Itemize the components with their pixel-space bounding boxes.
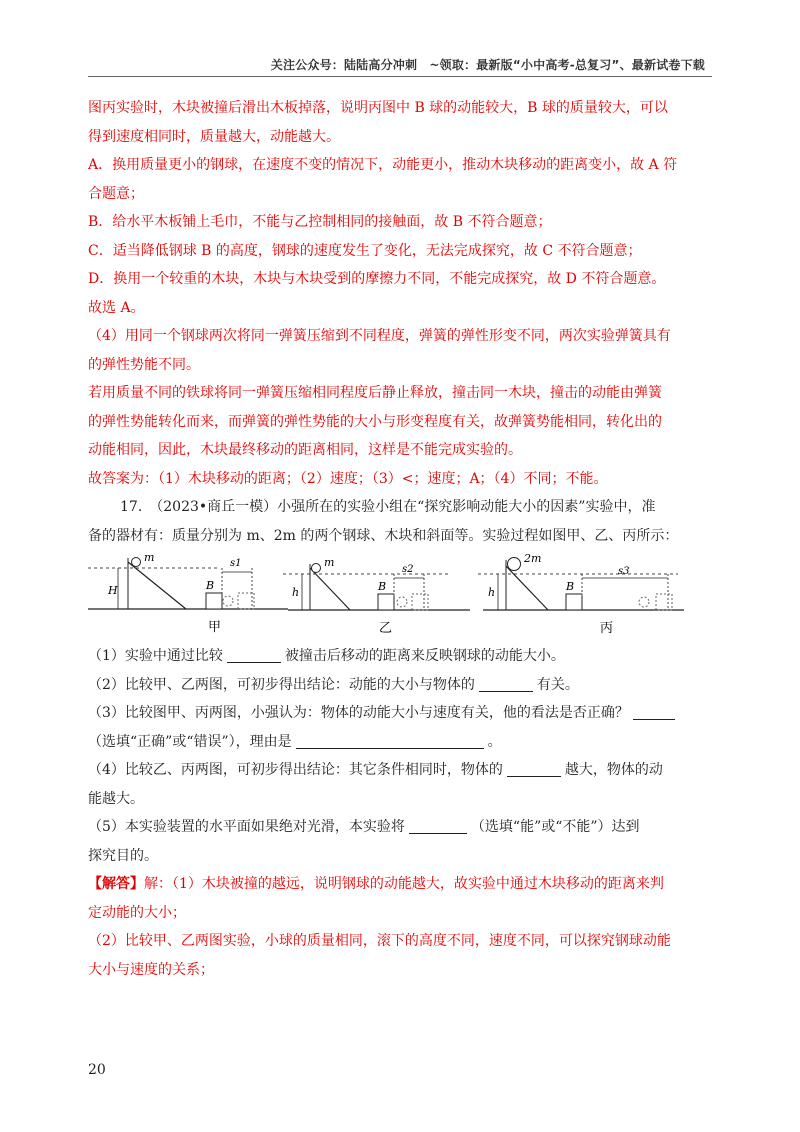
moved-block: [656, 594, 672, 610]
distance-label: s1: [230, 558, 242, 569]
figure-caption: 甲: [208, 620, 222, 635]
answer-blank[interactable]: [296, 734, 484, 749]
question-intro: 备的器材有：质量分别为 m、2m 的两个钢球、木块和斜面等。实验过程如图甲、乙、丙所示：: [88, 527, 679, 544]
sub-question-3-cont: [88, 728, 712, 757]
answer-blank[interactable]: [409, 819, 467, 834]
q1-text: （1）实验中通过比较: [88, 648, 223, 664]
sub-question-1: [88, 642, 712, 671]
answer-line: 的弹性势能不同。: [88, 356, 200, 373]
figure-caption: 乙: [379, 621, 393, 636]
sub-question-5-cont: 探究目的。: [88, 847, 158, 864]
steel-ball: [312, 564, 321, 573]
height-label: h: [292, 586, 300, 599]
ball-mass-label: m: [324, 556, 335, 569]
q2-text: 有关。: [536, 676, 579, 693]
block-label: B: [206, 579, 215, 592]
figure-caption: 丙: [600, 621, 614, 636]
q5-text: （5）本实验装置的水平面如果绝对光滑，本实验将: [88, 819, 405, 835]
steel-ball: [508, 558, 521, 571]
answer-line: 的弹性势能转化而来，而弹簧的弹性势能的大小与形变程度有关，故弹簧势能相同，转化出的: [88, 413, 662, 430]
solution-tag: 【解答】: [88, 876, 144, 892]
answer-line: C．适当降低钢球 B 的高度，钢球的速度发生了变化，无法完成探究，故 C 不符合题意；: [88, 242, 642, 259]
block-label: B: [566, 580, 575, 593]
q5-text: （选填“能”或“不能”）达到: [470, 819, 640, 835]
q4-text: （4）比较乙、丙两图，可初步得出结论：其它条件相同时，物体的: [88, 762, 503, 778]
wood-block: [206, 593, 222, 609]
answer-line: 合题意；: [88, 185, 144, 202]
q3-text: （选填“正确”或“错误”），理由是: [88, 733, 292, 750]
answer-line: 若用质量不同的铁球将同一弹簧压缩相同程度后静止释放，撞击同一木块，撞击的动能由弹簧: [88, 385, 662, 401]
q1-text: 被撞击后移动的距离来反映钢球的动能大小。: [284, 648, 565, 664]
answer-blank[interactable]: [479, 677, 533, 692]
ball-mass-label: m: [144, 552, 155, 564]
solution-line: 定动能的大小；: [88, 904, 186, 921]
answer-line: 动能相同，因此，木块最终移动的距离相同，这样是不能完成实验的。: [88, 442, 522, 458]
answer-line: D．换用一个较重的木块，木块与木块受到的摩擦力不同，不能完成探究，故 D 不符合题意。: [88, 271, 666, 287]
sub-question-3: [88, 699, 712, 728]
experiment-diagram: [88, 552, 712, 636]
q3-text: （3）比较图甲、丙两图，小强认为：物体的动能大小与速度有关，他的看法是否正确？: [88, 705, 629, 721]
wood-block: [378, 594, 394, 610]
answer-blank[interactable]: [227, 648, 281, 663]
q4-text: 越大，物体的动: [564, 762, 663, 778]
figure-jia: [88, 552, 288, 635]
page-header: 关注公众号：陆陆高分冲刺 ~领取：最新版“小中高考-总复习”、最新试卷下载: [270, 58, 705, 72]
moved-block: [412, 594, 428, 610]
figure-bing: [478, 552, 684, 636]
figure-yi: [283, 556, 470, 636]
answer-line: 得到速度相同时，质量越大，动能越大。: [88, 128, 340, 145]
height-label: h: [488, 586, 496, 599]
answer-blank[interactable]: [633, 705, 675, 720]
distance-label: s2: [402, 564, 414, 575]
answer-blank[interactable]: [507, 762, 561, 777]
answer-line: （4）用同一个钢球两次将同一弹簧压缩到不同程度，弹簧的弹性形变不同，两次实验弹簧具有: [88, 328, 671, 344]
sub-question-4-cont: 能越大。: [88, 790, 144, 807]
steel-ball: [132, 558, 141, 567]
ball-mass-label: 2m: [524, 552, 542, 565]
question-intro: 17. （2023•商丘一模）小强所在的实验小组在“探究影响动能大小的因素”实验中，准: [120, 499, 656, 515]
solution-line: （2）比较甲、乙两图实验，小球的质量相同，滚下的高度不同，速度不同，可以探究钢球动能: [88, 933, 671, 949]
solution-line: 大小与速度的关系；: [88, 961, 214, 978]
sub-question-5: [88, 813, 712, 842]
block-label: B: [378, 580, 387, 593]
q3-text: 。: [487, 733, 502, 750]
answer-line: B．给水平木板铺上毛巾，不能与乙控制相同的接触面，故 B 不符合题意；: [88, 214, 552, 230]
distance-label: s3: [618, 566, 630, 577]
answer-line: 故答案为：（1）木块移动的距离；（2）速度；（3）<；速度；A；（4）不同；不能。: [88, 470, 608, 487]
answer-line: 图丙实验时，木块被撞后滑出木板掉落，说明丙图中 B 球的动能较大，B 球的质量较大，可以: [88, 100, 668, 116]
q2-text: （2）比较甲、乙两图，可初步得出结论：动能的大小与物体的: [88, 676, 475, 693]
sub-question-4: [88, 756, 712, 785]
solution-text: 解：（1）木块被撞的越远，说明钢球的动能越大，故实验中通过木块移动的距离来判: [144, 876, 664, 892]
header-divider: [88, 76, 712, 77]
page-number: 20: [88, 1062, 106, 1078]
height-label: H: [108, 584, 118, 597]
answer-line: 故选 A。: [88, 299, 145, 316]
answer-line: A．换用质量更小的钢球，在速度不变的情况下，动能更小，推动木块移动的距离变小，故 A 符: [88, 157, 678, 173]
page-content: [88, 94, 712, 984]
wood-block: [566, 594, 582, 610]
solution-line: [88, 870, 712, 899]
sub-question-2: [88, 671, 712, 700]
